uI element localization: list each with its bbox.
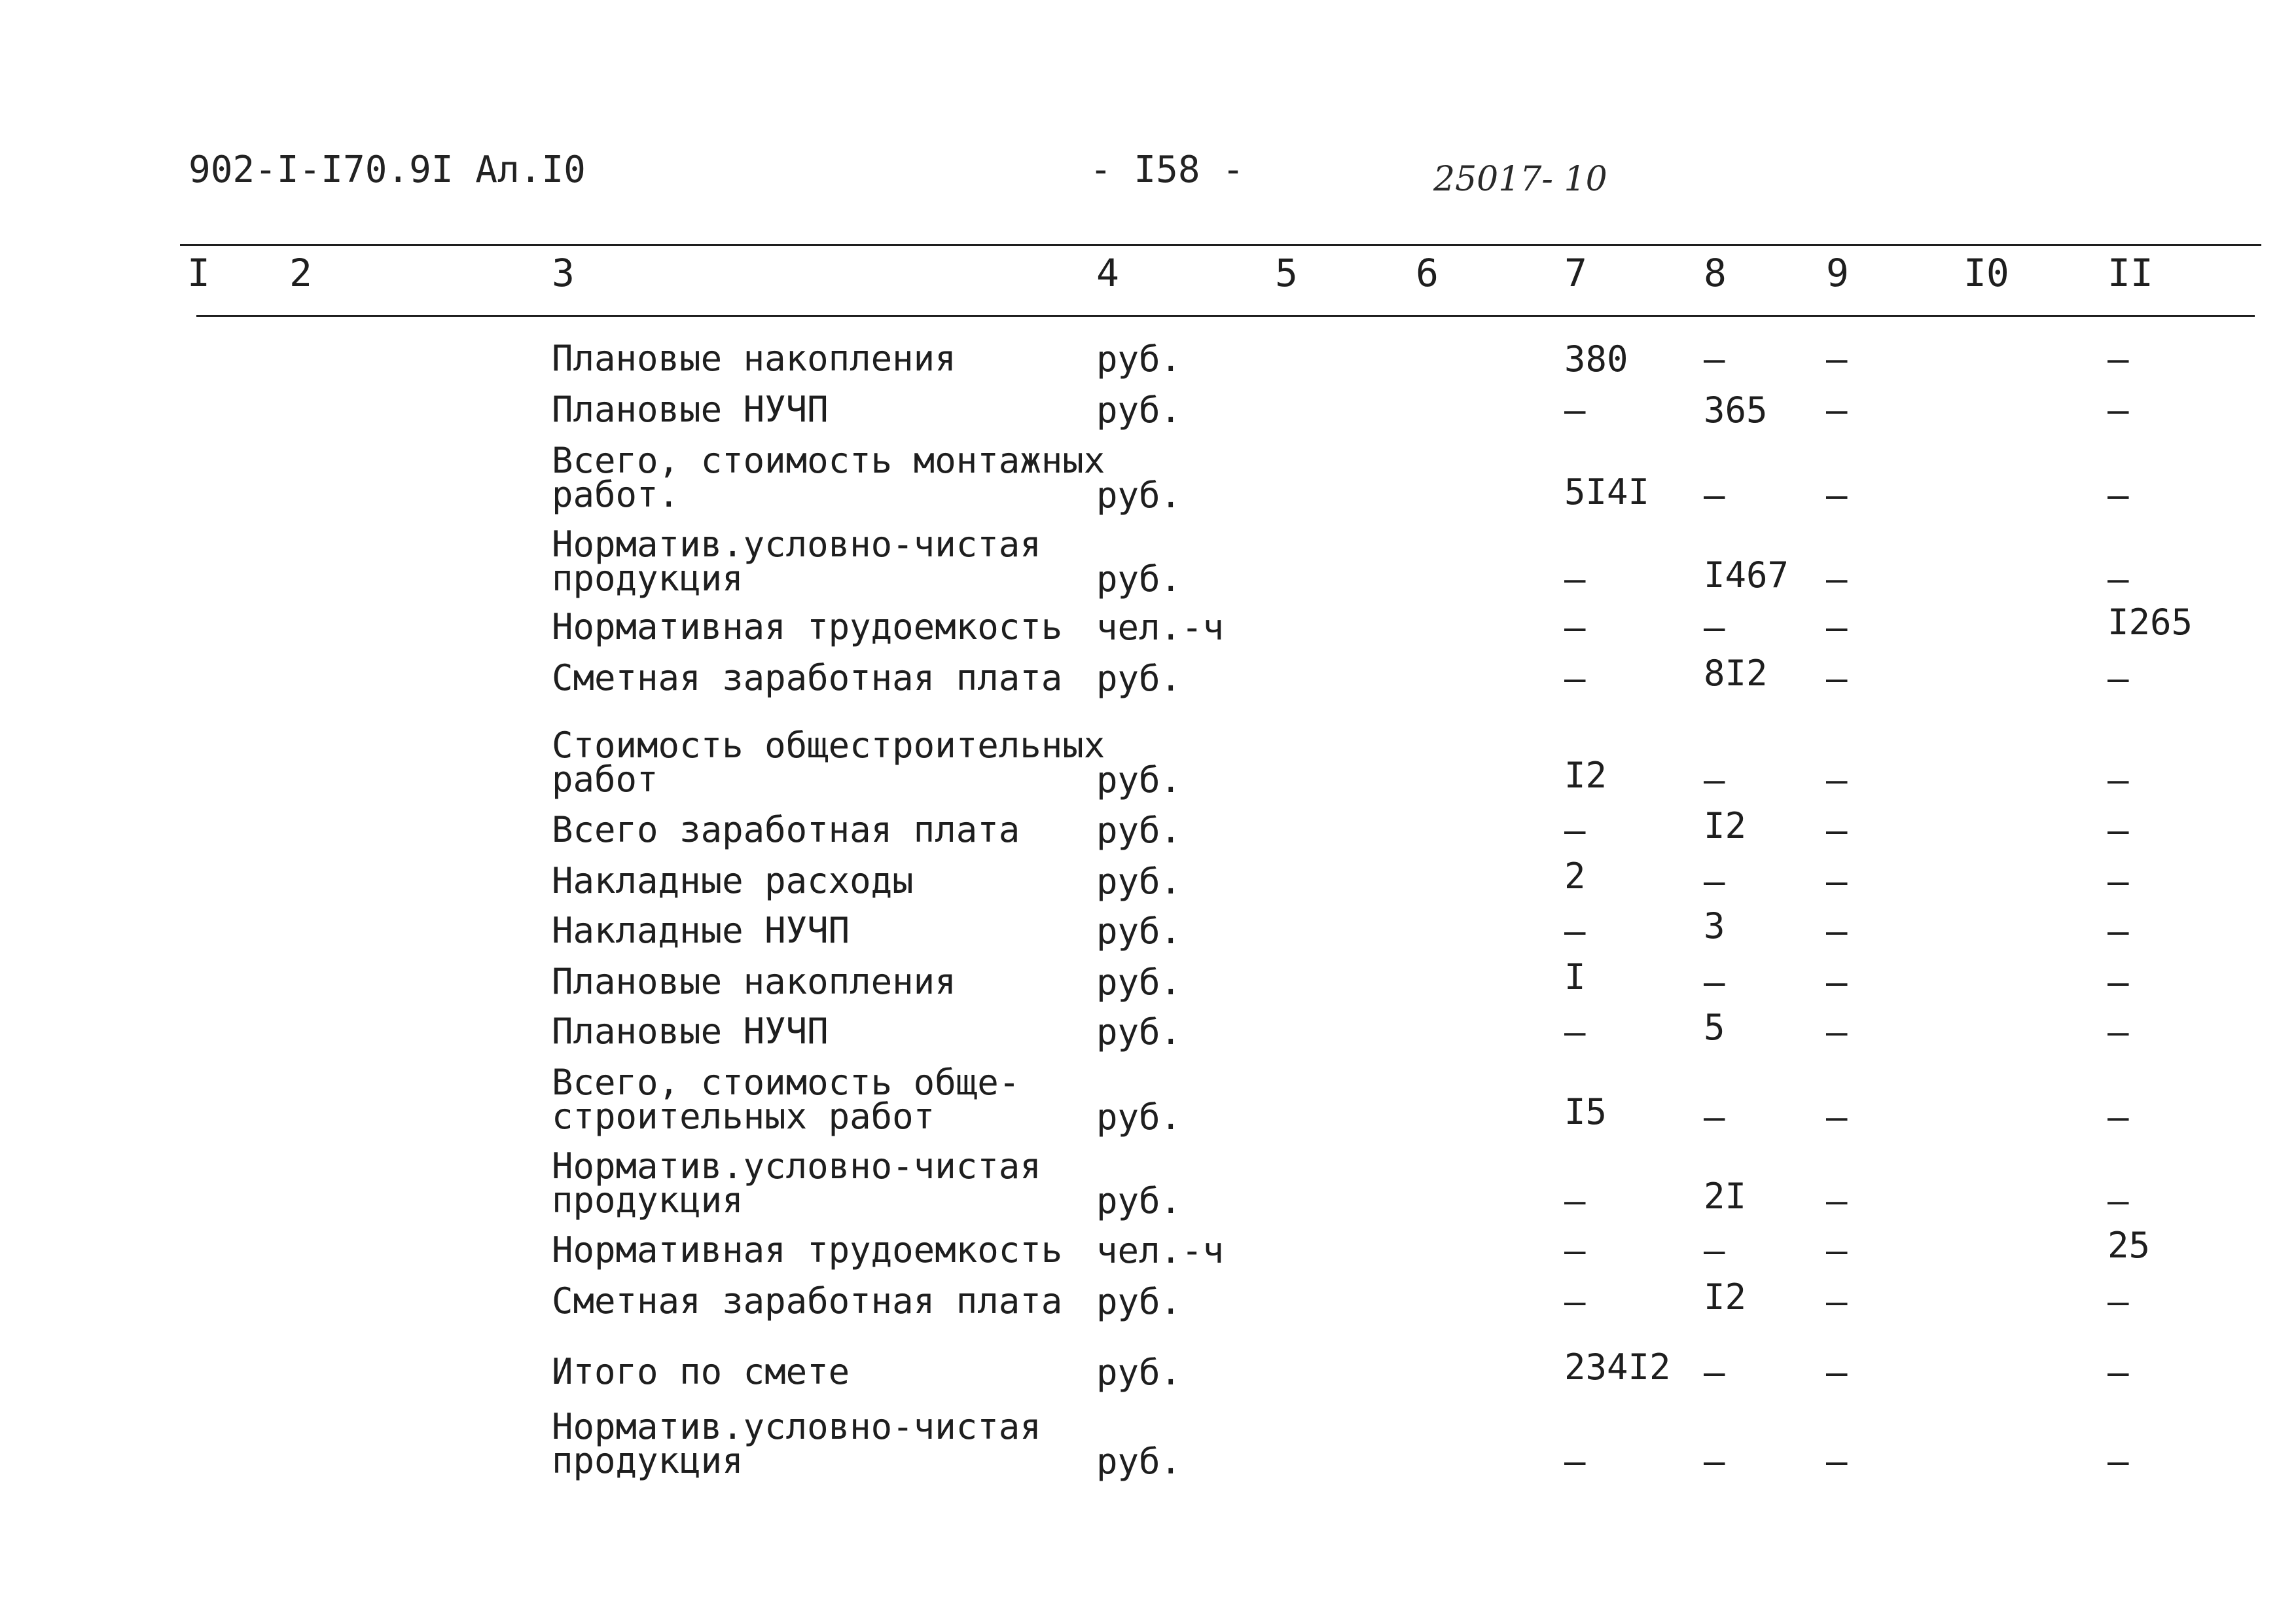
row-col8: – [1704,1352,1725,1393]
row-name: Норматив.условно-чистая продукция [552,524,1041,599]
row-unit: руб. [1096,861,1182,902]
row-col7: I5 [1564,1091,1607,1132]
row-name: Плановые накопления [552,338,956,379]
row-col8: – [1704,475,1725,516]
row-col7: I [1564,956,1586,998]
row-col9: – [1826,1011,1848,1053]
page-number: - I58 - [1090,149,1245,191]
row-col9: – [1826,607,1848,648]
row-col11: – [2108,1096,2129,1138]
row-col7: – [1564,389,1586,431]
handwritten-number: 25017- 10 [1433,160,1607,199]
row-col9: – [1826,1096,1848,1138]
column-number-1: I [187,251,210,295]
row-col11: – [2108,658,2129,699]
row-unit: руб. [1096,558,1182,600]
row-unit: руб. [1096,1441,1182,1482]
row-col7: – [1564,911,1586,952]
row-col8: 8I2 [1704,653,1768,694]
column-number-11: II [2108,251,2153,295]
row-col11: – [2108,1011,2129,1053]
row-col11: – [2108,759,2129,801]
row-unit: руб. [1096,389,1182,431]
column-number-8: 8 [1704,251,1727,295]
row-col11: – [2108,1441,2129,1482]
column-number-10: I0 [1964,251,2009,295]
row-name: Всего, стоимость обще- строительных работ [552,1062,1020,1137]
row-col11: 25 [2108,1225,2151,1266]
row-unit: руб. [1096,475,1182,516]
row-col7: I2 [1564,755,1607,796]
row-col8: – [1704,1230,1725,1271]
row-name: Всего, стоимость монтажных работ. [552,440,1105,515]
row-col9: – [1826,658,1848,699]
column-number-3: 3 [552,251,575,295]
row-name: Норматив.условно-чистая продукция [552,1406,1041,1481]
row-col9: – [1826,962,1848,1003]
row-col11: – [2108,962,2129,1003]
row-col11: – [2108,1352,2129,1393]
row-name: Сметная заработная плата [552,1280,1063,1322]
row-name: Накладные НУЧП [552,910,850,951]
column-number-2: 2 [289,251,312,295]
row-col7: 234I2 [1564,1346,1671,1388]
row-col11: – [2108,475,2129,516]
row-unit: руб. [1096,1180,1182,1221]
row-unit: руб. [1096,962,1182,1003]
row-unit: чел.-ч [1096,607,1225,648]
row-col9: – [1826,558,1848,600]
row-unit: руб. [1096,1011,1182,1053]
row-col8: – [1704,338,1725,380]
document-code: 902-I-I70.9I Ал.I0 [188,149,586,191]
row-col9: – [1826,759,1848,801]
row-col8: I2 [1704,805,1747,846]
row-unit: руб. [1096,759,1182,801]
row-col9: – [1826,389,1848,431]
row-col9: – [1826,810,1848,851]
row-name: Сметная заработная плата [552,657,1063,698]
row-col11: I265 [2108,602,2193,643]
row-col8: 3 [1704,905,1725,947]
row-unit: руб. [1096,1352,1182,1393]
row-col11: – [2108,389,2129,431]
column-number-5: 5 [1275,251,1298,295]
row-col11: – [2108,1281,2129,1322]
row-col8: 5 [1704,1007,1725,1048]
row-name: Итого по смете [552,1351,850,1392]
row-col9: – [1826,1352,1848,1393]
table-top-rule [180,244,2261,246]
table-header-rule [196,315,2255,317]
row-col8: 365 [1704,389,1768,431]
row-col7: 2 [1564,856,1586,897]
row-col8: – [1704,759,1725,801]
row-unit: руб. [1096,911,1182,952]
row-col8: – [1704,1441,1725,1482]
row-name: Всего заработная плата [552,809,1020,850]
row-name: Плановые накопления [552,961,956,1002]
row-unit: чел.-ч [1096,1230,1225,1271]
column-number-6: 6 [1416,251,1439,295]
row-col8: – [1704,962,1725,1003]
row-col8: I2 [1704,1276,1747,1318]
row-col11: – [2108,338,2129,380]
row-col7: – [1564,1011,1586,1053]
row-name: Стоимость общестроительных работ [552,725,1105,800]
row-col11: – [2108,810,2129,851]
row-col11: – [2108,861,2129,902]
row-name: Норматив.условно-чистая продукция [552,1146,1041,1221]
row-col8: I467 [1704,554,1789,596]
row-col7: – [1564,658,1586,699]
row-col9: – [1826,338,1848,380]
row-col7: – [1564,1441,1586,1482]
row-col8: – [1704,861,1725,902]
row-unit: руб. [1096,1281,1182,1322]
column-number-4: 4 [1096,251,1119,295]
row-unit: руб. [1096,658,1182,699]
row-col7: – [1564,1180,1586,1221]
row-col7: – [1564,607,1586,648]
row-col9: – [1826,1180,1848,1221]
row-col8: – [1704,1096,1725,1138]
row-col9: – [1826,911,1848,952]
row-col7: – [1564,1281,1586,1322]
row-col8: – [1704,607,1725,648]
column-number-9: 9 [1826,251,1849,295]
row-col9: – [1826,1441,1848,1482]
row-col9: – [1826,1281,1848,1322]
row-col9: – [1826,861,1848,902]
row-col7: 5I4I [1564,471,1650,513]
row-unit: руб. [1096,338,1182,380]
column-number-7: 7 [1564,251,1587,295]
row-col7: – [1564,1230,1586,1271]
row-unit: руб. [1096,810,1182,851]
row-col9: – [1826,1230,1848,1271]
row-col7: – [1564,558,1586,600]
row-col7: – [1564,810,1586,851]
row-col11: – [2108,911,2129,952]
row-col11: – [2108,558,2129,600]
row-name: Нормативная трудоемкость [552,606,1063,647]
row-col11: – [2108,1180,2129,1221]
row-col7: 380 [1564,338,1628,380]
row-col8: 2I [1704,1176,1747,1217]
row-col9: – [1826,475,1848,516]
row-name: Нормативная трудоемкость [552,1229,1063,1271]
row-name: Плановые НУЧП [552,1011,829,1052]
row-name: Плановые НУЧП [552,389,829,430]
row-unit: руб. [1096,1096,1182,1138]
row-name: Накладные расходы [552,860,914,901]
